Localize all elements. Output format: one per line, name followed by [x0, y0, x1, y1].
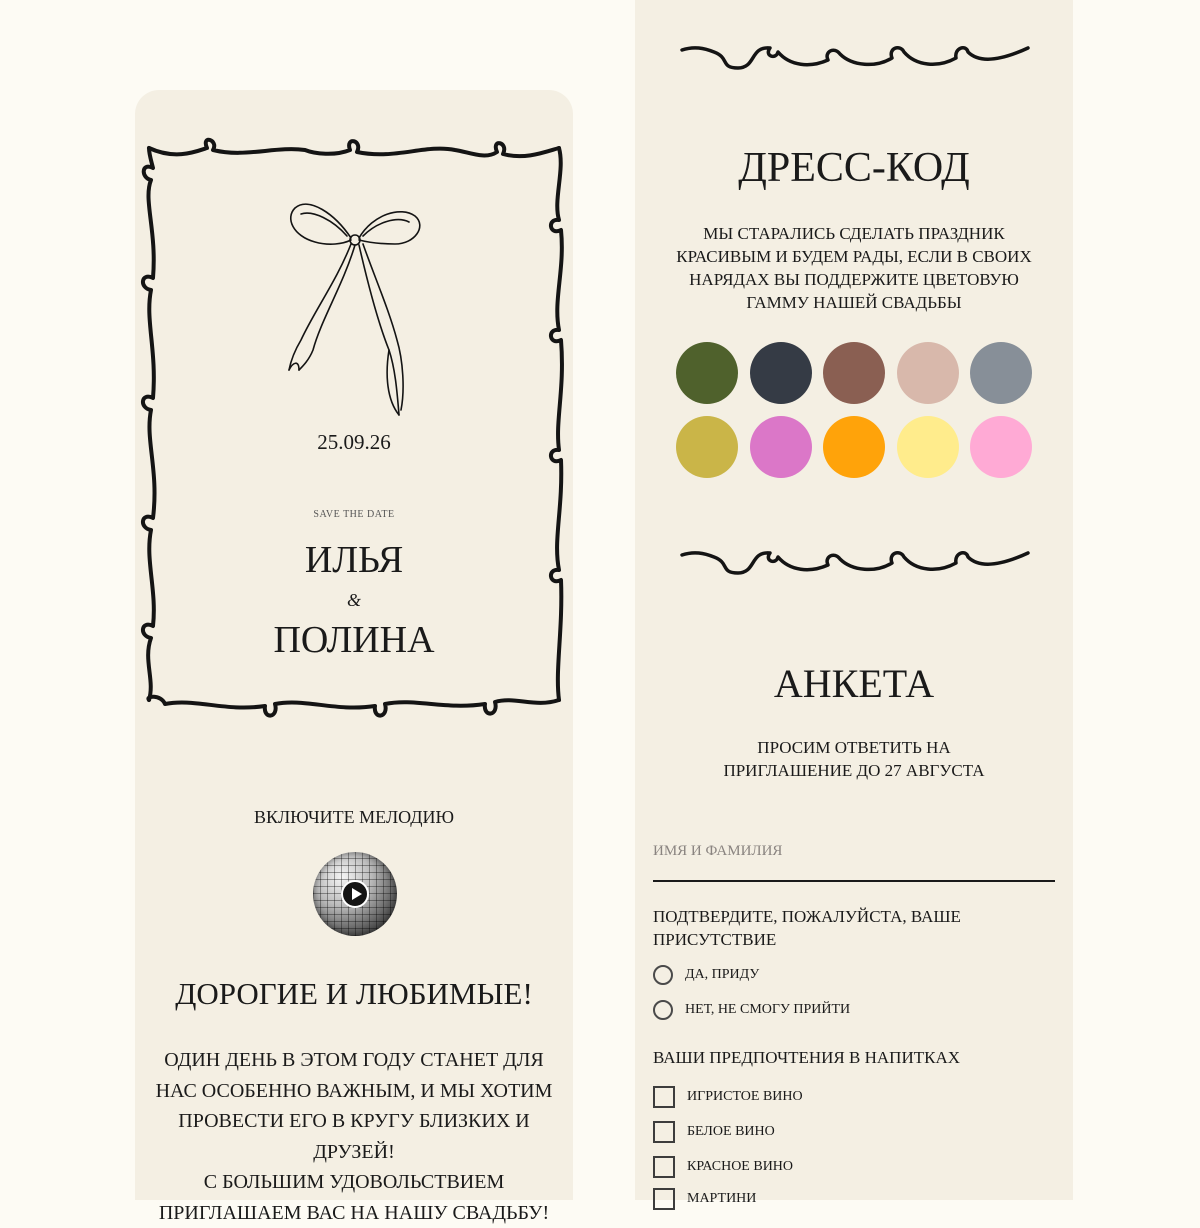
- attendance-question-line: ПОДТВЕРДИТЕ, ПОЖАЛУЙСТА, ВАШЕ: [653, 905, 1055, 928]
- color-swatch: [823, 416, 885, 478]
- drink-option-label: ИГРИСТОЕ ВИНО: [687, 1089, 803, 1105]
- color-swatch: [750, 342, 812, 404]
- save-the-date-label: SAVE THE DATE: [135, 509, 573, 520]
- name-field[interactable]: [653, 880, 1055, 882]
- bride-name: ПОЛИНА: [135, 618, 573, 662]
- drink-option-martini[interactable]: [653, 1188, 756, 1210]
- details-panel: [635, 0, 1073, 1200]
- checkbox[interactable]: [653, 1086, 675, 1108]
- attendance-option-no[interactable]: [653, 1000, 850, 1020]
- rsvp-text-line: ПРИГЛАШЕНИЕ ДО 27 АВГУСТА: [635, 759, 1073, 782]
- dress-code-text: [650, 222, 1058, 314]
- drink-option-white[interactable]: [653, 1121, 775, 1143]
- body-line: ПРИГЛАШАЕМ ВАС НА НАШУ СВАДЬБУ!: [145, 1198, 563, 1228]
- attendance-question-line: ПРИСУТСТВИЕ: [653, 928, 1055, 951]
- play-icon[interactable]: [341, 880, 369, 908]
- drinks-question: ВАШИ ПРЕДПОЧТЕНИЯ В НАПИТКАХ: [653, 1046, 1055, 1069]
- wedding-date: 25.09.26: [135, 430, 573, 455]
- ampersand: &: [135, 590, 573, 611]
- drink-option-red[interactable]: [653, 1156, 793, 1178]
- color-swatch: [897, 342, 959, 404]
- name-field-placeholder[interactable]: ИМЯ И ФАМИЛИЯ: [653, 843, 1055, 860]
- rsvp-title: АНКЕТА: [635, 660, 1073, 707]
- radio-button[interactable]: [653, 965, 673, 985]
- color-swatch: [750, 416, 812, 478]
- drink-option-label: МАРТИНИ: [687, 1191, 756, 1207]
- color-swatch: [897, 416, 959, 478]
- color-swatch: [823, 342, 885, 404]
- attendance-option-yes[interactable]: [653, 965, 759, 985]
- rsvp-text-line: ПРОСИМ ОТВЕТИТЬ НА: [635, 736, 1073, 759]
- invitation-body: [145, 1045, 563, 1228]
- color-swatch: [676, 416, 738, 478]
- drink-option-sparkling[interactable]: [653, 1086, 803, 1108]
- attendance-question: [653, 905, 1055, 951]
- body-line: НАС ОСОБЕННО ВАЖНЫМ, И МЫ ХОТИМ: [145, 1076, 563, 1107]
- attendance-option-label: НЕТ, НЕ СМОГУ ПРИЙТИ: [685, 1002, 850, 1018]
- color-swatch: [970, 342, 1032, 404]
- body-line: ОДИН ДЕНЬ В ЭТОМ ГОДУ СТАНЕТ ДЛЯ: [145, 1045, 563, 1076]
- ribbon-bow-illustration: [285, 200, 425, 425]
- dress-code-line: НАРЯДАХ ВЫ ПОДДЕРЖИТЕ ЦВЕТОВУЮ: [650, 268, 1058, 291]
- groom-name: ИЛЬЯ: [135, 538, 573, 582]
- color-swatch: [970, 416, 1032, 478]
- dress-code-line: МЫ СТАРАЛИСЬ СДЕЛАТЬ ПРАЗДНИК: [650, 222, 1058, 245]
- body-line: С БОЛЬШИМ УДОВОЛЬСТВИЕМ: [145, 1167, 563, 1198]
- color-swatch: [676, 342, 738, 404]
- drink-option-label: КРАСНОЕ ВИНО: [687, 1159, 793, 1175]
- attendance-option-label: ДА, ПРИДУ: [685, 967, 759, 983]
- checkbox[interactable]: [653, 1121, 675, 1143]
- checkbox[interactable]: [653, 1156, 675, 1178]
- dress-code-title: ДРЕСС-КОД: [635, 144, 1073, 192]
- radio-button[interactable]: [653, 1000, 673, 1020]
- dress-code-line: КРАСИВЫМ И БУДЕМ РАДЫ, ЕСЛИ В СВОИХ: [650, 245, 1058, 268]
- squiggle-divider-middle: [680, 543, 1030, 579]
- rsvp-text: [635, 736, 1073, 782]
- squiggle-divider-top: [680, 38, 1030, 74]
- drink-option-label: БЕЛОЕ ВИНО: [687, 1124, 775, 1140]
- body-line: ПРОВЕСТИ ЕГО В КРУГУ БЛИЗКИХ И ДРУЗЕЙ!: [145, 1106, 563, 1167]
- greeting-heading: ДОРОГИЕ И ЛЮБИМЫЕ!: [135, 976, 573, 1012]
- invitation-panel: [135, 90, 573, 1200]
- music-prompt: ВКЛЮЧИТЕ МЕЛОДИЮ: [135, 807, 573, 828]
- dress-code-line: ГАММУ НАШЕЙ СВАДЬБЫ: [650, 291, 1058, 314]
- checkbox[interactable]: [653, 1188, 675, 1210]
